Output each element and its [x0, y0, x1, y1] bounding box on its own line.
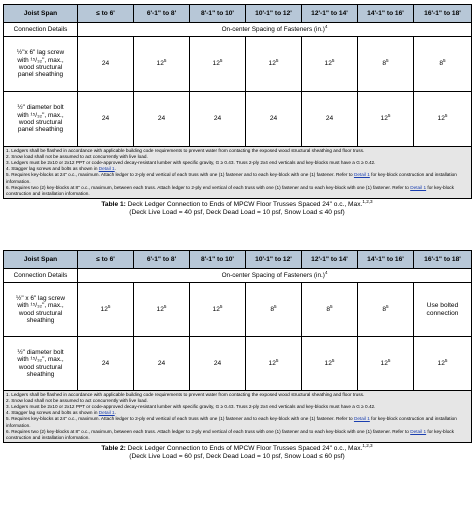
table-notes	[4, 391, 472, 443]
note-2: 2. Snow load shall not be assumed to act concurrently with live load.	[6, 398, 148, 404]
detail-1-link[interactable]: Detail 1	[353, 172, 370, 178]
table-cell: $8^5$	[414, 37, 472, 92]
header-span-col: 10'-1" to 12'	[246, 251, 302, 269]
note-3: 3. Ledgers must be 2x10 or 2x12 PPT or code-approved decay-resistant lumber with specific gravity, G ≥ 0.43. Truss 2-ply 2x4 end verticals and key-blocks must have a G ≥ 0.42.	[6, 404, 376, 410]
detail-1-link[interactable]: Detail 1	[98, 410, 115, 416]
table-cell: $12^5$	[358, 337, 414, 391]
table-cell: $12^5$	[246, 37, 302, 92]
table-cell: 24	[78, 92, 134, 147]
header-span-col: 12'-1" to 14'	[302, 251, 358, 269]
note-4: 4. Stagger lag screws and bolts as shown in Detail 1.	[6, 410, 116, 416]
table-2	[3, 250, 472, 443]
header-span-col: ≤ to 6'	[78, 251, 134, 269]
note-6: 6. Requires two (2) key-blocks at 8" o.c., maximum, between each truss. Attach ledger to 2-ply end vertical of each truss with one (1) fastener and to each key-block with one (1) fastener. Refer to Detail 1 for key-block construction and installation information.	[6, 428, 454, 440]
detail-1-link[interactable]: Detail 1	[410, 428, 427, 434]
table-cell: $12^5$	[190, 37, 246, 92]
table-header-row	[4, 251, 472, 269]
table-cell: $12^5$	[78, 283, 134, 337]
row-label-lag-screw: ½" x 6" lag screw with ¹⁵/₃₂", max., wood structural sheathing	[4, 283, 78, 337]
row-label-bolt: ½" diameter bolt with ¹⁵/₃₂", max., wood structural sheathing	[4, 337, 78, 391]
table-cell: $12^5$	[302, 37, 358, 92]
row-label-bolt: ½" diameter bolt with ¹⁵/₃₂", max., wood structural panel sheathing	[4, 92, 78, 147]
subheader-row	[4, 269, 472, 283]
header-joist-span: Joist Span	[4, 5, 78, 23]
table-cell: $12^5$	[190, 283, 246, 337]
detail-1-link[interactable]: Detail 1	[353, 416, 370, 422]
table-row	[4, 283, 472, 337]
subheader-row	[4, 23, 472, 37]
table-cell: $8^5$	[358, 283, 414, 337]
table-cell: $12^5$	[302, 337, 358, 391]
header-span-col: 10'-1" to 12'	[246, 5, 302, 23]
header-span-col: 12'-1" to 14'	[302, 5, 358, 23]
table-cell: $8^5$	[246, 283, 302, 337]
table-cell: $12^5$	[134, 37, 190, 92]
note-5: 5. Requires key-blocks at 24" o.c., maximum. Attach ledger to 2-ply end vertical of each truss with one (1) fastener and to each key-block with one (1) fastener. Refer to Detail 1 for key-block construction and installation information.	[6, 172, 457, 184]
header-span-col: 6'-1" to 8'	[134, 251, 190, 269]
note-5: 5. Requires key-blocks at 24" o.c., maximum. Attach ledger to 2-ply end vertical of each truss with one (1) fastener and to each key-block with one (1) fastener. Refer to Detail 1 for key-block construction and installation information.	[6, 416, 457, 428]
table-notes	[4, 147, 472, 199]
table-cell: $12^5$	[414, 337, 472, 391]
note-3: 3. Ledgers must be 2x10 or 2x12 PPT or code-approved decay-resistant lumber with specific gravity, G ≥ 0.43. Truss 2-ply 2x4 end verticals and key-blocks must have a G ≥ 0.42.	[6, 160, 376, 166]
table-cell: Use bolted connection	[414, 283, 472, 337]
table-cell: 24	[302, 92, 358, 147]
spacing-label: On-center Spacing of Fasteners $(in.)^4$	[78, 269, 472, 283]
header-span-col: 8'-1" to 10'	[190, 251, 246, 269]
table-cell: $12^5$	[358, 92, 414, 147]
table-2-caption: Table 2: Deck Ledger Connection to Ends of MPCW Floor Trusses Spaced 24" o.c., Max.$^{1,2,3}$ (Deck Live Load = 60 psf, Deck Dead Load = 10 psf, Snow Load ≤ 60 psf)	[101, 442, 373, 461]
spacing-label: On-center Spacing of Fasteners $(in.)^4$	[78, 23, 472, 37]
table-cell: $8^5$	[358, 37, 414, 92]
table-cell: 24	[134, 337, 190, 391]
connection-details-label: Connection Details	[4, 269, 78, 283]
header-joist-span: Joist Span	[4, 251, 78, 269]
header-span-col: 14'-1" to 16'	[358, 5, 414, 23]
table-1-caption: Table 1: Deck Ledger Connection to Ends of MPCW Floor Trusses Spaced 24" o.c., Max.$^{1,2,3}$ (Deck Live Load = 40 psf, Deck Dead Load = 10 psf, Snow Load ≤ 40 psf)	[101, 198, 373, 217]
table-cell: 24	[134, 92, 190, 147]
table-cell: $12^5$	[414, 92, 472, 147]
table-cell: 24	[190, 337, 246, 391]
note-4: 4. Stagger lag screws and bolts as shown in Detail 1.	[6, 166, 116, 172]
note-1: 1. Ledgers shall be flashed in accordance with applicable building code requirements to prevent water from contacting the exposed wood structural sheathing and floor truss.	[6, 148, 365, 153]
table-row	[4, 92, 472, 147]
table-cell: 24	[78, 337, 134, 391]
connection-details-label: Connection Details	[4, 23, 78, 37]
table-header-row	[4, 5, 472, 23]
notes-row	[4, 147, 472, 199]
header-span-col: 6'-1" to 8'	[134, 5, 190, 23]
note-2: 2. Snow load shall not be assumed to act concurrently with live load.	[6, 154, 148, 160]
table-cell: 24	[190, 92, 246, 147]
header-span-col: 16'-1" to 18'	[414, 5, 472, 23]
table-cell: $12^5$	[134, 283, 190, 337]
note-1: 1. Ledgers shall be flashed in accordance with applicable building code requirements to prevent water from contacting the exposed wood structural sheathing and floor truss.	[6, 392, 365, 397]
detail-1-link[interactable]: Detail 1	[410, 184, 427, 190]
table-1	[3, 4, 472, 199]
table-cell: 24	[78, 37, 134, 92]
note-6: 6. Requires two (2) key-blocks at 8" o.c., maximum, between each truss. Attach ledger to 2-ply end vertical of each truss with one (1) fastener and to each key-block with one (1) fastener. Refer to Detail 1 for key-block construction and installation information.	[6, 184, 454, 196]
table-1-block	[3, 4, 471, 217]
row-label-lag-screw: ½"x 6" lag screw with ¹⁵/₃₂", max., wood structural panel sheathing	[4, 37, 78, 92]
table-cell: 24	[246, 92, 302, 147]
header-span-col: 16'-1" to 18'	[414, 251, 472, 269]
header-span-col: ≤ to 6'	[78, 5, 134, 23]
header-span-col: 8'-1" to 10'	[190, 5, 246, 23]
table-cell: $12^5$	[246, 337, 302, 391]
table-row	[4, 337, 472, 391]
notes-row	[4, 391, 472, 443]
table-2-block	[3, 250, 471, 461]
header-span-col: 14'-1" to 16'	[358, 251, 414, 269]
detail-1-link[interactable]: Detail 1	[98, 166, 115, 172]
table-cell: $8^5$	[302, 283, 358, 337]
table-row	[4, 37, 472, 92]
